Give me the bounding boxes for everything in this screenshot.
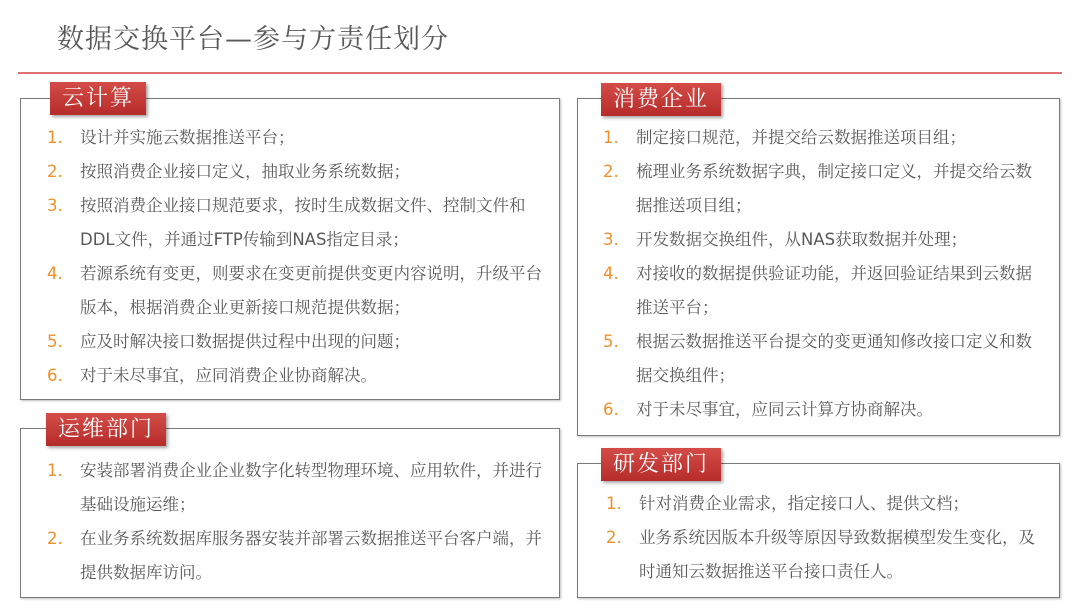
list-item xyxy=(47,121,542,155)
item-text: 按照消费企业接口定义，抽取业务系统数据； xyxy=(80,162,410,181)
item-text: 在业务系统数据库服务器安装并部署云数据推送平台客户端，并提供数据库访问。 xyxy=(80,529,542,582)
item-number: 2. xyxy=(47,162,63,181)
list-item xyxy=(47,189,542,257)
item-number: 4. xyxy=(603,264,619,283)
item-text: 梳理业务系统数据字典，制定接口定义，并提交给云数据推送项目组； xyxy=(636,162,1032,215)
item-number: 6. xyxy=(47,366,63,385)
list-item xyxy=(603,257,1041,325)
item-text: 对于未尽事宜，应同云计算方协商解决。 xyxy=(636,400,933,419)
item-text: 安装部署消费企业企业数字化转型物理环境、应用软件，并进行基础设施运维； xyxy=(80,461,542,514)
rd-label: 研发部门 xyxy=(601,448,721,481)
ops-list xyxy=(47,454,542,590)
item-text: 制定接口规范，并提交给云数据推送项目组； xyxy=(636,128,966,147)
item-text: 若源系统有变更，则要求在变更前提供变更内容说明，升级平台版本，根据消费企业更新接口规范提供数据； xyxy=(80,264,542,317)
item-text: 业务系统因版本升级等原因导致数据模型发生变化，及时通知云数据推送平台接口责任人。 xyxy=(639,528,1035,581)
item-text: 根据云数据推送平台提交的变更通知修改接口定义和数据交换组件； xyxy=(636,332,1032,385)
item-text: 应及时解决接口数据提供过程中出现的问题； xyxy=(80,332,410,351)
item-number: 6. xyxy=(603,400,619,419)
item-number: 2. xyxy=(606,528,622,547)
item-number: 3. xyxy=(603,230,619,249)
item-number: 2. xyxy=(603,162,619,181)
item-number: 1. xyxy=(47,128,63,147)
page-title: 数据交换平台—参与方责任划分 xyxy=(57,24,449,55)
item-number: 5. xyxy=(603,332,619,351)
item-text: 开发数据交换组件，从NAS获取数据并处理； xyxy=(636,230,968,249)
list-item xyxy=(47,359,542,393)
item-number: 1. xyxy=(603,128,619,147)
item-number: 3. xyxy=(47,196,63,215)
item-text: 对于未尽事宜，应同消费企业协商解决。 xyxy=(80,366,377,385)
title-divider xyxy=(18,72,1062,74)
item-number: 1. xyxy=(47,461,63,480)
list-item xyxy=(606,521,1046,589)
list-item xyxy=(603,155,1041,223)
ops-label: 运维部门 xyxy=(46,413,166,446)
item-text: 对接收的数据提供验证功能，并返回验证结果到云数据推送平台； xyxy=(636,264,1032,317)
item-number: 5. xyxy=(47,332,63,351)
rd-list xyxy=(606,487,1046,589)
list-item xyxy=(603,223,1041,257)
list-item xyxy=(47,325,542,359)
list-item xyxy=(603,121,1041,155)
list-item xyxy=(47,155,542,189)
item-text: 针对消费企业需求，指定接口人、提供文档； xyxy=(639,494,969,513)
cloud-label: 云计算 xyxy=(50,82,146,115)
item-text: 设计并实施云数据推送平台； xyxy=(80,128,295,147)
item-number: 2. xyxy=(47,529,63,548)
list-item xyxy=(47,522,542,590)
consumer-list xyxy=(603,121,1041,427)
cloud-list xyxy=(47,121,542,393)
item-number: 1. xyxy=(606,494,622,513)
item-text: 按照消费企业接口规范要求，按时生成数据文件、控制文件和DDL文件，并通过FTP传输到NAS指定目录； xyxy=(80,196,526,249)
item-number: 4. xyxy=(47,264,63,283)
list-item xyxy=(603,325,1041,393)
consumer-label: 消费企业 xyxy=(601,83,721,116)
list-item xyxy=(47,454,542,522)
list-item xyxy=(606,487,1046,521)
list-item xyxy=(47,257,542,325)
list-item xyxy=(603,393,1041,427)
